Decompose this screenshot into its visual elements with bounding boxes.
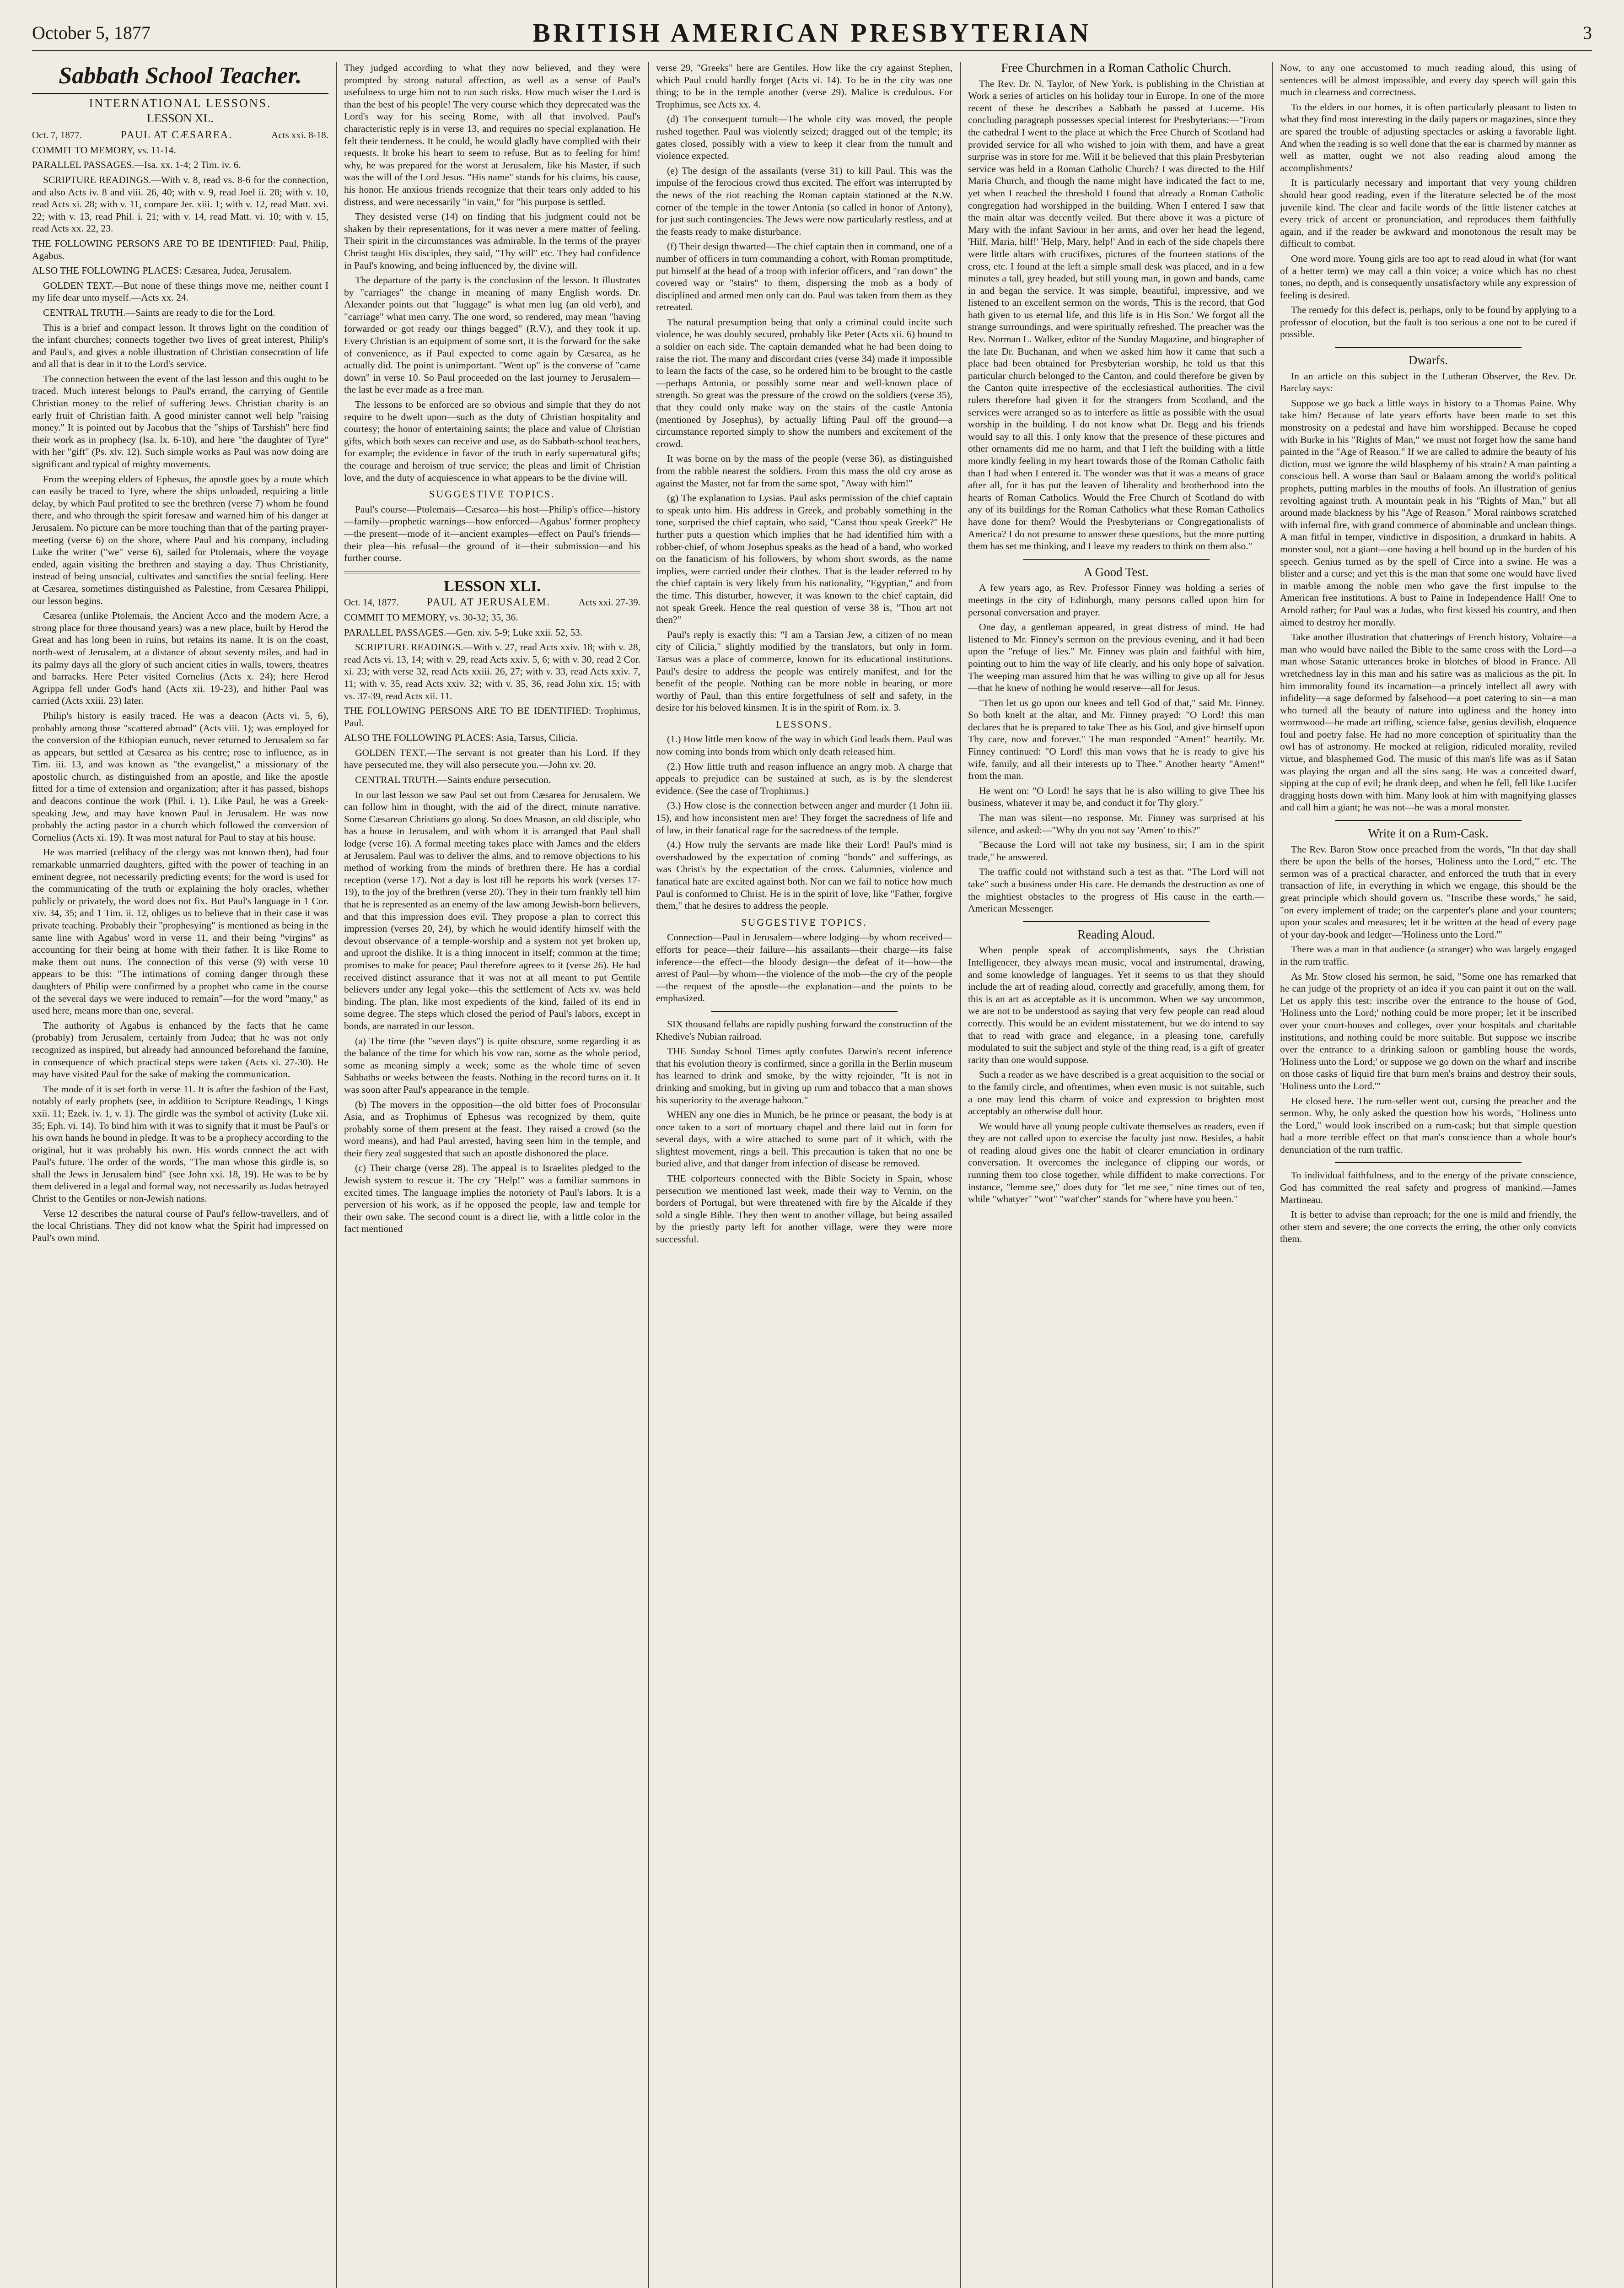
paragraph: Paul's reply is exactly this: "I am a Tarsian Jew, a citizen of no mean city of Cilicia," slightly modified by the translators, but only in form. Tarsus was a place of commerce, known for its educational institutions. Paul's desire to address the people was entirely manifest, and for the benefit of the people. Nothing can be more noble in bearing, or more worthy of Paul, than this entire forgetfulness of self and safety, in the desire for his beloved kinsmen. It is in the spirit of Rom. ix. 3.: [656, 629, 952, 713]
column-4: [968, 62, 1264, 2288]
news-item: THE colporteurs connected with the Bible Society in Spain, whose persecution we mentioned last week, made their way to Vernin, on the borders of Portugal, but were threatened with fire by the Alcalde if they sold a single Bible. They then went to another village, but being assailed by the priestly party left for another village, were they were more successful.: [656, 1173, 952, 1245]
paragraph: (e) The design of the assailants (verse 31) to kill Paul. This was the impulse of the ferocious crowd thus excited. The effort was interrupted by the news of the riot reaching the Roman captain stationed at the N.W. corner of the temple in the tower Antonia (so called in honor of Antony), for just such contingencies. The Jews were now particularly restless, and at the feasts ready to make disturbance.: [656, 165, 952, 237]
column-rule: [648, 62, 649, 2288]
paragraph: The Rev. Baron Stow once preached from the words, "In that day shall there be upon the bells of the horses, 'Holiness unto the Lord,'" etc. The sermon was of a practical character, and enforced the truth that in every transaction of life, in everything in which we engage, this should be the great principle which should govern us. "Inscribe these words," he said, "on every implement of trade; on the carpenter's plane and your counters; upon your scales and measures; let it be written at the head of every page of your day-book and ledger—'Holiness unto the Lord.'": [1280, 843, 1576, 940]
department-heading: Sabbath School Teacher.: [32, 62, 328, 94]
suggestive-topics-heading: SUGGESTIVE TOPICS.: [741, 916, 867, 928]
paragraph: As Mr. Stow closed his sermon, he said, "Some one has remarked that he can judge of the propriety of an idea if you can paint it out on the wall. Let us apply this test: inscribe over the entrance to the house of God, 'Holiness unto the Lord;' nothing could be more proper; let it be inscribed over your court-houses and colleges, over your hospitals and charitable institutions, and nothing could be more suitable. But suppose we inscribe over the entrance to a drinking saloon or gambling house the words, 'Holiness unto the Lord;' or suppose we go down on the wharf and inscribe on those casks of liquid fire that burn men's brains and destroy their souls, 'Holiness unto the Lord.'": [1280, 971, 1576, 1091]
section-divider: [1335, 820, 1522, 821]
places-to-identify: ALSO THE FOLLOWING PLACES: Cæsarea, Judea, Jerusalem.: [32, 265, 292, 276]
column-rule: [1272, 62, 1273, 2288]
column-rule: [960, 62, 961, 2288]
lessons-heading: LESSONS.: [775, 718, 833, 730]
section-divider: [711, 1011, 898, 1012]
paragraph: From the weeping elders of Ephesus, the apostle goes by a route which can easily be traced to Tyre, where the ships unloaded, requiring a little delay, by which Paul profited to see the brethren (verse 7) whom he found there, and who through the spirit foresaw and warned him of his danger at Jerusalem. No picture can be more touching than that of the parting prayer-meeting (verse 6) on the shore, where Paul and his company, including Luke the writer ("we" verse 6), sailed for Ptolemais, where the voyage ended, again visiting the brethren and staying a day. Thus Christianity, instead of being unsocial, cultivates and sanctifies the social feeling. Here at Cæsarea, sometimes distinguished as Palestine, from Cæsarea Philippi, our lesson begins.: [32, 473, 328, 606]
paragraph: He was married (celibacy of the clergy was not known then), had four remarkable unmarried daughters, gifted with the power of teaching in an eminent degree, not necessarily predicting events; for the word is used for the communicating of the truth or explaining the holy oracles, whether publicly or privately, the word does not fix. But Paul's language in 1 Cor. xiv. 34, 35; and 1 Tim. ii. 12, obliges us to believe that in their case it was private teaching. Probably their "prophesying" is mentioned as being in the same line with Agabus' word in verse 11, and their being "virgins" as accounting for their being at home with their father. It is like Rome to make them out nuns. The connection of this verse (9) with verse 10 appears to be this: "The intimations of coming danger through these daughters of Philip were confirmed by a prophet who came in the course of the several days we were induced to remain"—for the word "many," as used here, means more than one, several.: [32, 847, 328, 1016]
scripture-readings: SCRIPTURE READINGS.—With v. 8, read vs. 8-6 for the connection, and also Acts iv. 8 and viii. 26, 40; with v. 9, read Joel ii. 28; with v. 10, read Acts xi. 28; with v. 11, compare Jer. xiii. 1; with v. 12, read Matt. xvi. 22; with v. 13, read Phil. i. 21; with v. 14, read Matt. vi. 10; with v. 15, read Acts xx. 22, 23.: [32, 174, 328, 234]
paragraph: He closed here. The rum-seller went out, cursing the preacher and the sermon. Why, he only asked the question how his words, "Holiness unto the Lord," would look inscribed on a rum-cask; but that simple question had a more terrible effect on that man's conscience than a whole hour's denunciation of the rum traffic.: [1280, 1095, 1576, 1155]
column-rule: [336, 62, 337, 2288]
paragraph: It was borne on by the mass of the people (verse 36), as distinguished from the rabble nearest the soldiers. From this mass the old cry arose as against the Master, not far from the same spot, "Away with him!": [656, 453, 952, 489]
golden-text: GOLDEN TEXT.—But none of these things move me, neither count I my life dear unto myself.—Acts xx. 24.: [32, 280, 328, 303]
lesson-number: LESSON XLI.: [444, 577, 541, 595]
news-item: WHEN any one dies in Munich, be he prince or peasant, the body is at once taken to a sort of mortuary chapel and there laid out in form for several days, with a wire attached to some part of it which, with the slightest movement, rings a bell. This precaution is taken that no one be buried alive, and that danger from infection of disease be removed.: [656, 1109, 952, 1169]
paragraph: The departure of the party is the conclusion of the lesson. It illustrates by "carriages" the change in meaning of many English words. Dr. Alexander points out that "luggage" is what men lug (an old verb), and "carriage" what men carry. The one word, so rendered, may mean "having forwarded or got ready our things bagged" (R.V.), and they took it up. Every Christian is an equipment of some sort, it is the forward for the sake of convenience, as if Paul expected to come again by Cæsarea, as he actually did. The point is unimportant. "Went up" is the converse of "came down" in verse 10. So Paul proceeded on the last journey to Jerusalem—the last he ever made as a free man.: [344, 275, 640, 395]
lesson-reference: Acts xxi. 8-18.: [271, 130, 328, 141]
persons-to-identify: THE FOLLOWING PERSONS ARE TO BE IDENTIFIED: Paul, Philip, Agabus.: [32, 237, 328, 261]
parallel-passages: PARALLEL PASSAGES.—Isa. xx. 1-4; 2 Tim. iv. 6.: [32, 159, 241, 171]
article-title: Write it on a Rum-Cask.: [1368, 826, 1489, 841]
lesson-header: [32, 129, 328, 141]
paragraph: It is particularly necessary and important that very young children should hear good reading, even if the literature selected be of the most juvenile kind. The clear and facile words of the little listener catches at every trick of accent or pronunciation, and reproduces them faithfully again, and if the reader be awkward and monotonous the result may be difficult to combat.: [1280, 177, 1576, 249]
paragraph: The traffic could not withstand such a test as that. "The Lord will not take" such a business under His care. He demands the destruction as one of the mightiest obstacles to the progress of His cause in the earth.—American Messenger.: [968, 866, 1264, 914]
lesson-date: Oct. 14, 1877.: [344, 597, 399, 608]
paragraph: (f) Their design thwarted—The chief captain then in command, one of a number of officers in turn commanding a cohort, with Roman promptitude, put himself at the head of a troop with inferior officers, and "ran down" the covered way or "stairs" to them, dispersing the mob as a body of disciplined and armed men only can do. Paul was taken from them as they retreated.: [656, 241, 952, 313]
lesson-title: PAUL AT JERUSALEM.: [427, 596, 550, 608]
paragraph: One word more. Young girls are too apt to read aloud in what (for want of a better term) we may call a thin voice; a voice which has no chest tones, no depth, and is consequently unsatisfactory while any expression of feeling is desired.: [1280, 253, 1576, 301]
commit-to-memory: COMMIT TO MEMORY, vs. 11-14.: [32, 144, 176, 156]
paragraph: The natural presumption being that only a criminal could incite such violence, he was doubly secured, probably like Peter (Acts xii. 6) bound to a soldier on each side. The captain demanded what he had been doing to raise the riot. The many and discordant cries (verse 34) made it impossible to learn the facts of the case, so he ordered him to be brought to the castle—perhaps Antonia, or possibly some near and well-known place of strength. So great was the pressure of the crowd on the soldiers (verse 35), that they could only make way on the stairs of the castle Antonia (mentioned by Josephus), by actually lifting Paul off the ground—a circumstance reported simply to show the numbers and excitement of the crowd.: [656, 316, 952, 449]
paragraph: (c) Their charge (verse 28). The appeal is to Israelites pledged to the Jewish system to rescue it. The cry "Help!" was a familiar summons in excited times. The language implies the notoriety of Paul's labors. It is a perversion of his work, as if he opposed the people, law and temple for their own sake. The second count is a direct lie, with a little color in the fact mentioned: [344, 1162, 640, 1235]
suggestive-topics: Paul's course—Ptolemais—Cæsarea—his host—Philip's office—history—family—prophetic warnings—how enforced—Agabus' former prophecy—the present—mode of it—ancient examples—effect on Paul's friends—their plea—his refusal—the ground of it—their submission—and his further course.: [344, 503, 640, 564]
column-3: [656, 62, 952, 2288]
paragraph: (g) The explanation to Lysias. Paul asks permission of the chief captain to speak unto him. His address in Greek, and probably something in the tone, surprised the chief captain, who said, "Canst thou speak Greek?" He further puts a question which implies that he had identified him with a robber-chief, of whom Josephus speaks as the head of a band, who worked on the fanaticism of his followers, by whom short swords, as the name implies, were carried under their clothes. That is the leader referred to by the chief captain is very likely from his nationality, "Egyptian," and from the time. This disturber, however, it was known to the chief captain, did not speak Greek. Hence the real question of verse 38 is, "Thou art not then?": [656, 492, 952, 626]
masthead: [32, 14, 1592, 52]
suggestive-topics-heading: SUGGESTIVE TOPICS.: [429, 488, 555, 500]
section-divider: [344, 572, 640, 573]
paragraph: There was a man in that audience (a stranger) who was largely engaged in the rum traffic.: [1280, 944, 1576, 967]
paragraph: In our last lesson we saw Paul set out from Cæsarea for Jerusalem. We can follow him in thought, with the aid of the direct, minute narrative. Some Cæsarean Christians go along. So does Mnason, an old disciple, who has a house in Jerusalem, and with whom it is arranged that Paul shall lodge (verse 16). A formal meeting takes place with James and the elders at Jerusalem. Paul was to deliver the alms, and to remove objections to his method of working from the minds of brethren there. He has a cordial reception (verse 17). Not a day is lost till he reports his work (verses 17-19), to the joy of the brethren (verse 20). They in their turn frankly tell him that he is represented as an enemy of the law among Jewish-born believers, and that this impression does evil. They propose a plan to correct this impression (verses 20, 24), by which he would identify himself with the devout observance of a temple-worship and a system not yet broken up, and uproot the dislike. It is a thing innocent in itself; common at the time; promises to make for peace; Paul therefore agrees to it (verse 26). He had received distinct assurance that it was not at all meant to put Gentile believers under any legal yoke—this the settlement of Acts xv. was held binding. The plan, like most expedients of the kind, failed of its end in some degree. The steps which closed the period of Paul's labors, except in bonds, are narrated in our lesson.: [344, 789, 640, 1031]
scripture-readings: SCRIPTURE READINGS.—With v. 27, read Acts xxiv. 18; with v. 28, read Acts vi. 13, 14; with v. 29, read Acts xxiv. 5, 6; with v. 30, read 2 Cor. xi. 23; with verse 32, read Acts xxiii. 26, 27; with v. 33, read Acts xxiv. 7, 11; with v. 35, read Acts xxiv. 32; with v. 35, 36, read John xix. 15; with vs. 37-39, read Acts xii. 11.: [344, 642, 640, 702]
paper-title: BRITISH AMERICAN PRESBYTERIAN: [532, 18, 1092, 48]
lesson-point: (2.) How little truth and reason influence an angry mob. A charge that appeals to prejudice can be sustained at such, as is by the slenderest evidence. (See the case of Trophimus.): [656, 761, 952, 796]
section-subtitle: INTERNATIONAL LESSONS.: [89, 97, 272, 110]
article-title: Reading Aloud.: [1077, 927, 1155, 941]
central-truth: CENTRAL TRUTH.—Saints endure persecution.: [355, 774, 551, 786]
paragraph: Such a reader as we have described is a great acquisition to the social or to the family circle, and oftentimes, when even music is not suitable, such a one may lend this charm of voice and expression to brighten most acceptably an otherwise dull hour.: [968, 1069, 1264, 1117]
paragraph: One day, a gentleman appeared, in great distress of mind. He had listened to Mr. Finney's sermon on the previous evening, and it had been upon the "refuge of lies." Mr. Finney was plain and faithful with him, pointing out to him the way of life clearly, and his only hope of salvation. The weeping man assured him that he was willing to give up all for Jesus—that he knew of nothing he would reserve—all for Jesus.: [968, 621, 1264, 694]
news-item: SIX thousand fellahs are rapidly pushing forward the construction of the Khedive's Nubian railroad.: [656, 1018, 952, 1042]
suggestive-topics: Connection—Paul in Jerusalem—where lodging—by whom received—efforts for peace—their failure—his assailants—their charge—its false inference—the effect—the bloody design—the defeat of it—how—the arrest of Paul—by whom—the violence of the mob—the cry of the people—the request of the apostle—the explanation—and the points to be emphasized.: [656, 932, 952, 1004]
paragraph: They judged according to what they now believed, and they were prompted by strong natural affection, as well as a sense of Paul's usefulness to urge him not to run such risks. How much wiser the Lord is than the best of his people! The very course which they deprecated was the Lord's way for his seeing Rome, with all that involved. Paul's characteristic reply is in verse 13, and requires no special explanation. He felt their tenderness. It he could, he would gladly have complied with their requests. It broke his heart to seem to refuse. But as to feeling for him! why, he was prepared for the worst at Jerusalem, like his Master, if such was the will of the Lord Jesus. "His name" stands for his claims, his cause, his honor. He anxious friends recognize that their tears only added to his distress, and were necessarily "in vain," for "his purpose is settled.: [344, 62, 640, 207]
section-divider: [1023, 559, 1210, 560]
paragraph: A few years ago, as Rev. Professor Finney was holding a series of meetings in the city of Edinburgh, many persons called upon him for personal conversation and prayer.: [968, 582, 1264, 618]
paragraph: He went on: "O Lord! he says that he is also willing to give Thee his business, whatever it may be, and conduct it for Thy glory.": [968, 785, 1264, 809]
paragraph: This is a brief and compact lesson. It throws light on the condition of the infant churches; connects together two lives of great interest, Philip's and Paul's, and gives a noble illustration of Christian consecration of life and all that is dear in it to the Lord's service.: [32, 322, 328, 370]
lesson-point: (4.) How truly the servants are made like their Lord! Paul's mind is overshadowed by the expectation of coming "bonds" and sufferings, as was Christ's by the expectation of the cross. Calumnies, violence and fanatical hate are excited against both. Nor can we fail to notice how much Paul is conformed to Christ. He is in the spirit of love, like "Father, forgive them," that he desires to address the people.: [656, 839, 952, 912]
lesson-title: PAUL AT CÆSAREA.: [121, 129, 233, 141]
paragraph: The authority of Agabus is enhanced by the facts that he came (probably) from Jerusalem, certainly from Judea; that he was not only recognized as inspired, but already had announced beforehand the famine, in consequence of which practical steps were taken (Acts xi. 27-30). He may have visited Paul for the sake of making the communication.: [32, 1020, 328, 1080]
parallel-passages: PARALLEL PASSAGES.—Gen. xiv. 5-9; Luke xxii. 52, 53.: [344, 626, 583, 638]
paragraph: The man was silent—no response. Mr. Finney was surprised at his silence, and asked:—"Why do you not say 'Amen' to this?": [968, 812, 1264, 836]
article-title: Free Churchmen in a Roman Catholic Church.: [1001, 62, 1231, 75]
paragraph: It is better to advise than reproach; for the one is mild and friendly, the other stern and severe; the one corrects the erring, the other only convicts them.: [1280, 1209, 1576, 1245]
paragraph: (a) The time (the "seven days") is quite obscure, some regarding it as the balance of the time for which his vow ran, some as the whole period, some as meaning simply a week; some as the whole time of seven Sabbaths or weeks between the feasts. Nothing in the record turns on it. It was soon after Paul's appearance in the temple.: [344, 1035, 640, 1095]
commit-to-memory: COMMIT TO MEMORY, vs. 30-32; 35, 36.: [344, 611, 518, 623]
paragraph: Verse 12 describes the natural course of Paul's fellow-travellers, and of the local Christians. They did not know what the Spirit had impressed on Paul's own mind.: [32, 1208, 328, 1243]
lesson-number: LESSON XL.: [147, 111, 214, 125]
paragraph: "Then let us go upon our knees and tell God of that," said Mr. Finney. So both knelt at the altar, and Mr. Finney prayed: "O Lord! this man declares that he is prepared to take Thee as his God, and give himself upon Thy care, now and forever." The man responded "Amen!" heartily. Mr. Finney continued: "O Lord! this man vows that he is ready to give his wife, family, and all their interests up to Thee." Another hearty "Amen!" from the man.: [968, 697, 1264, 782]
paragraph: The lessons to be enforced are so obvious and simple that they do not require to be dwelt upon—such as the duty of Christian hospitality and courtesy; the honor of entertaining saints; the place and value of Christian gifts, which both sexes can receive and use, as do Sabbath-school teachers, for example; the evidence in favor of the truth in early supernatural gifts; the courage and heroism of true service; the pleas and limit of Christian love, and the duty of acquiescence in what appears to be the divine will.: [344, 399, 640, 483]
page-number: 3: [1583, 22, 1592, 43]
column-5: [1280, 62, 1576, 2288]
issue-date: October 5, 1877: [32, 22, 151, 43]
lesson-header: [344, 596, 640, 609]
paragraph: Take another illustration that chatterings of French history, Voltaire—a man who would have nailed the Bible to the same cross with the Lord—a man whose Satanic utterances broke in blotches of blood in France. All wretchedness lay in this man and his satire was as malicious as the pit. In him immorality found its incarnation—a princely intellect all awry with infidelity—a sage deformed by falsehood—a poet catering to sin—a man who turned all the beauty of nature into ugliness and the honey into wormwood—he made art trifling, science false, genius devilish, eloquence foul and poetry false. He had no more conception of spirituality than the owl has of astronomy. He mocked at religion, ridiculed morality, reviled virtue, and blasphemed God. The music of this man's life was as if Satan was playing the organ and all the sins sang. He was a conceited dwarf, sipping at the cup of evil; he drank deep, and when he fell, fell like Lucifer dragging hosts down with him. Many look at him with magnifying glasses and call him a giant; he was not—he was a moral monster.: [1280, 631, 1576, 813]
golden-text: GOLDEN TEXT.—The servant is not greater than his Lord. If they have persecuted me, they will also persecute you.—John xv. 20.: [344, 747, 640, 771]
article-title: A Good Test.: [1083, 565, 1149, 579]
news-item: THE Sunday School Times aptly confutes Darwin's recent inference that his evolution theory is confirmed, since a gorilla in the Berlin museum has learned to drink and smoke, by the witty rejoinder, "It is not in drinking and smoking, but in giving up rum and tobacco that a man shows his superiority to the average baboon.": [656, 1046, 952, 1106]
paragraph: The connection between the event of the last lesson and this ought to be traced. Much interest belongs to Paul's errand, the carrying of Gentile Christian money to the relief of suffering Jews. Christian charity is an early fruit of Christian faith. A good minister cannot well help "raising money." It is pointed out by Jacobus that the "ships of Tarshish" here find their work as in prophecy (Isa. lx. 6-10), and here "the daughter of Tyre" with her "gift" (Ps. xlv. 12). Such simple works as Paul was now doing are significant and typical of mighty movements.: [32, 373, 328, 470]
paragraph: The Rev. Dr. N. Taylor, of New York, is publishing in the Christian at Work a series of articles on his holiday tour in Europe. In one of the more recent of these he describes a Sabbath he passed at Lucerne. His concluding paragraph possesses special interest for Presbyterians:—"From the cathedral I went to the place at which the Free Church of Scotland had provided service for all who wished to join with them, and have a great surprise was in store for me. Will it be believed that this plain Presbyterian service was held in a Roman Catholic Church? I was directed to the Hilf Maria Church, and though the name might have indicated the fact to me, yet when I reached the threshold I found that already a Roman Catholic congregation had worshipped in the building. When I entered I saw that the main altar was decently veiled. But there above it was a picture of Mary with the infant Saviour in her arms, and over her head the legend, 'Hilf, Maria, hilf!' 'Help, Mary, help!' And in each of the side chapels there were little altars with crucifixes, pictures of the fourteen stations of the cross, etc. I found at the left a simple small desk was placed, and in a few minutes a tall, grey headed, but still young man, in gown and bands, came in and began the service. It was simple, beautiful, impressive, and we listened to an excellent sermon on the words, 'This is the record, that God hath given to us eternal life, and this life is in His Son.' We forgot all the strange surroundings, and were spiritually refreshed. The preacher was the Rev. Norman L. Walker, editor of the Sunday Magazine, and biographer of the late Dr. Buchanan, and when we asked him how it came that such a place had been obtained for Presbyterian worship, he told us that this particular church belonged to the Canton, and could therefore be given by the Canton quite irrespective of the ecclesiastical authorities. The civil rulers therefore had given it for the strangers from Scotland, and the services were arranged so as to interfere as little as possible with the usual worship in the building. I do not know what Dr. Begg and his friends would say to all this. I only know that the presence of these pictures and other ornaments did me no harm, and that I left the building with a little more kindly feeling in my heart towards those of the Roman Catholic faith than I had when I entered it. The wonder was that it was a means of grace after all, for it has put the leaven of liberality and brotherhood into the hearts of Roman Catholics. Would the Free Church of Scotland do with any of its buildings for the Roman Catholics what these Roman Catholics have done for them? Would the Presbyterians or Congregationalists of America? I do not presume to answer these questions, but the more putting them has set me thinking, and I leave my readers to think on them also.": [968, 78, 1264, 552]
paragraph: Now, to any one accustomed to much reading aloud, this using of sentences will be almost impossible, and every day speech will gain this much in clearness and correctness.: [1280, 62, 1576, 98]
lesson-point: (1.) How little men know of the way in which God leads them. Paul was now coming into bonds from which only death released him.: [656, 734, 952, 757]
paragraph: The mode of it is set forth in verse 11. It is after the fashion of the East, notably of early prophets (see, in addition to Scripture Readings, 1 Kings xxii. 11; Ezek. iv. 1, v. 1). The girdle was the symbol of activity (Luke xii. 35; Eph. vi. 14). To bind him with it was to signify that it must be Paul's or his own hands he bound in pledge. It was to be a prophecy according to the original, but it was probably his own. His words connect the act with Paul's future. The order of the words, "The man whose this girdle is, so shall the Jews in Jerusalem bind" (see John xxi. 18, 19). He was to be by them delivered in a legal and formal way, not necessarily as Judas betrayed Christ to the Gentiles or non-Jewish nations.: [32, 1083, 328, 1204]
section-divider: [1335, 1162, 1522, 1163]
paragraph: To the elders in our homes, it is often particularly pleasant to listen to what they find most interesting in the daily papers or magazines, since they are spared the trouble of adjusting spectacles or asking a favorable light. And when the reading is so well done that the ear is charmed by manner as well as matter, ought we not also reading aloud among the accomplishments?: [1280, 101, 1576, 173]
paragraph: The remedy for this defect is, perhaps, only to be found by applying to a professor of elocution, but the fault is too serious a one not to be cured if possible.: [1280, 304, 1576, 340]
lesson-point: (3.) How close is the connection between anger and murder (1 John iii. 15), and how inconsistent men are! They forget the sacredness of life and of law, in their fanatical rage for the sacredness of the temple.: [656, 800, 952, 836]
paragraph: (b) The movers in the opposition—the old bitter foes of Proconsular Asia, and as Trophimus of Ephesus was recognized by them, quite probably some of them present at the feast. They raised a crowd (so the word means), and had Paul arrested, having seen him in the temple, and their fiery zeal suggested that such an apostle dishonored the place.: [344, 1099, 640, 1159]
paragraph: In an article on this subject in the Lutheran Observer, the Rev. Dr. Barclay says:: [1280, 370, 1576, 394]
central-truth: CENTRAL TRUTH.—Saints are ready to die for the Lord.: [43, 307, 275, 318]
column-2: [344, 62, 640, 2288]
paragraph: When people speak of accomplishments, says the Christian Intelligencer, they always mean music, vocal and instrumental, drawing, and some knowledge of languages. Yet it seems to us that they should include the art of reading aloud, correctly and gracefully, among them, for this is an art as acceptable as it is uncommon. When we say uncommon, we are not to be understood as saying that very few people can read aloud correctly. This would be an evident misstatement, but we do intend to say that to read with grace and elegance, in a pleasing tone, carefully modulated to suit the subject and style of the thing read, is a gift of greater rarity than one would suppose.: [968, 944, 1264, 1065]
lesson-date: Oct. 7, 1877.: [32, 130, 82, 141]
paragraph: We would have all young people cultivate themselves as readers, even if they are not called upon to exercise the faculty just now. Besides, a habit of reading aloud gives one the habit of clearer enunciation in ordinary conversation. It overcomes the inelegance of clipping our words, or running them too close together, while diffident to make corrections. For instance, "lemme see," does duty for "let me see," nine times out of ten, while "whatyer" "wot" "wat'cher" stands for "where have you been.": [968, 1120, 1264, 1205]
column-1: [32, 62, 328, 2288]
article-title: Dwarfs.: [1408, 353, 1448, 367]
places-to-identify: ALSO THE FOLLOWING PLACES: Asia, Tarsus, Cilicia.: [344, 732, 578, 744]
paragraph: (d) The consequent tumult—The whole city was moved, the people rushed together. Paul was violently seized; dragged out of the temple; its gates closed, possibly with a view to keep it clear from the tumult and violence expected.: [656, 113, 952, 162]
paragraph: "Because the Lord will not take my business, sir; I am in the spirit trade," he answered.: [968, 839, 1264, 863]
section-divider: [1335, 347, 1522, 348]
lesson-reference: Acts xxi. 27-39.: [578, 597, 640, 608]
paragraph: Suppose we go back a little ways in history to a Thomas Paine. Why take him? Because of late years efforts have been made to set this monstrosity on a pedestal and have him worshipped. Because he coped with Burke in his "Rights of Man," we must not forget how the same hand painted in the "Age of Reason." If we are called to admire the beauty of his diction, must we ignore the wild blasphemy of his strain? A man painting a conscious hell. A worse than Saul or Balaam among the world's political prophets, putting marbles in the mouths of fools. An illustration of genius revolting against truth. A mountain peak in his "Rights of Man," but all around made blackness by his "Age of Reason." Moral rainbows scratched with infernal fire, with grand commerce of abominable and unclean things. A man fitful in temper, vindictive in disposition, a drunkard in habits. A monster soul, not a giant—one having a hell bound up in the burden of his speech. Genius turned as by the spell of Circe into a swine. He was a blister and a curse; and yet this is the man that some one would have lived in marble among the noble men who gave the first impulse to the American free institutions. A bust to Paine in Independence Hall! One to Arnold rather; for Paul was a Judas, who first kissed his country, and then aimed to destroy her morally.: [1280, 397, 1576, 628]
persons-to-identify: THE FOLLOWING PERSONS ARE TO BE IDENTIFIED: Trophimus, Paul.: [344, 705, 640, 728]
section-divider: [1023, 921, 1210, 922]
paragraph: Philip's history is easily traced. He was a deacon (Acts vi. 5, 6), probably among those "scattered abroad" (Acts viii. 1); was employed for the conversion of the Ethiopian eunuch, never returned to Jerusalem so far as appears, but settled at Cæsarea as his centre; rose to influence, as in Tim. iii. 13, and was known as "the evangelist," a missionary of the apostolic church, as distinguished from an apostle, and like the apostle fitted for a time of extension and organization; after it has passed, bishops and deacons continue the work (Phil. i. 1). Like Paul, he was a Greek-speaking Jew, and may have known Paul in Jerusalem. He was now probably the acting pastor in a church which followed the conversion of Cornelius (Acts xi. 19). It was most natural for Paul to stay at his house.: [32, 710, 328, 843]
paragraph: verse 29, "Greeks" here are Gentiles. How like the cry against Stephen, which Paul could hardly forget (Acts vi. 14). To be in the city was one thing; to be in the temple another (verse 29). Malice is credulous. For Trophimus, see Acts xx. 4.: [656, 62, 952, 110]
paragraph: They desisted verse (14) on finding that his judgment could not be shaken by their representations, for it was never a mere matter of feeling. Their spirit in the circumstances was admirable. In the terms of the prayer Christ taught His disciples, they said, "Thy will" etc. They had confidence in Paul's knowing, and being influenced by, the divine will.: [344, 211, 640, 271]
paragraph: To individual faithfulness, and to the energy of the private conscience, God has committed the real safety and progress of mankind.—James Martineau.: [1280, 1170, 1576, 1205]
paragraph: Cæsarea (unlike Ptolemais, the Ancient Acco and the modern Acre, a strong place for three thousand years) was a new place, built by Herod the Great and has long been in ruins, but retains its name. It is on the coast, north-west of Jerusalem, at a distance of about seventy miles, and had in its palmy days all the glory of such ancient cities in walls, towers, theatres and barracks. Here Peter visited Cornelius (Acts x. 24); here Herod Agrippa fell under God's hand (Acts xii. 19-23), and hither Paul was carried (Acts xxiii. 23) later.: [32, 610, 328, 707]
